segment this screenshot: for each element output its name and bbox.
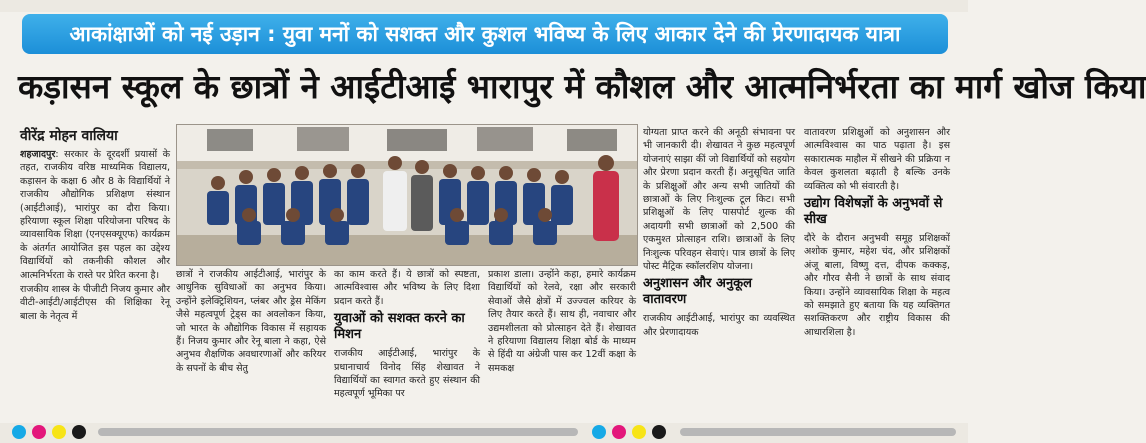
column-5-paragraph-1: योग्यता प्राप्त करने की अनूठी संभावना पर भी जानकारी दी। शेखावत ने कुछ महत्वपूर्ण योजनाएं साझा कीं जो विद्यार्थियों को सहयोग और प्रेरणा प्रदान करती हैं। अनुसूचित जाति के प्रशिक्षुओं और अन्य सभी जातियों की छात्राओं के लिए निःशुल्क टूल किट। सभी प्रशिक्षुओं के लिए पासपोर्ट शुल्क की अदायगी सभी छात्राओं को 2,500 की एकमुश्त प्रोत्साहन राशि। छात्राओं के लिए निःशुल्क परिवहन सेवाएं। पात्र छात्रों के लिए पोस्ट मैट्रिक स्कॉलरशिप योजना। [643,127,795,273]
headline: कड़ासन स्कूल के छात्रों ने आईटीआई भारापुर में कौशल और आत्मनिर्भरता का मार्ग खोज किया [18,67,1146,106]
column-1-paragraph-2: राजकीय शास्त्र के पीजीटी निजय कुमार और वीटी-आईटी/आईटीएस की शिक्षिका रेनू बाला के नेतृत्व में [20,284,170,322]
column-5-paragraph-2: राजकीय आईटीआई, भारांपुर का व्यवस्थित और प्रेरणादायक [643,313,795,338]
registration-dot-magenta-2 [612,425,626,439]
group-photo-illustration [177,125,637,265]
article-column-6 [804,126,950,418]
registration-dot-black [72,425,86,439]
registration-bar-right [680,428,956,436]
article-column-2 [176,268,326,418]
group-photo [176,124,638,266]
subheading-industry-experts: उद्योग विशेषज्ञों के अनुभवों से सीख [804,196,943,228]
byline: वीरेंद्र मोहन वालिया [20,128,118,144]
column-2-paragraph-1: छात्रों ने राजकीय आईटीआई, भारांपुर के आधुनिक सुविधाओं का अनुभव किया। उन्होंने इलेक्ट्रिशियन, प्लंबर और ड्रेस मेकिंग जैसे महत्वपूर्ण ट्रेड्स का अवलोकन किया, जो भारत के औद्योगिक विकास में सहायक हैं। निजय कुमार और रेनू बाला ने कहा, ऐसे अनुभव शैक्षणिक अवधारणाओं और करियर के सपनों के बीच सेतु [176,269,326,374]
subheading-discipline-environment: अनुशासन और अनुकूल वातावरण [643,276,752,308]
registration-dot-yellow-2 [632,425,646,439]
registration-bar-left [98,428,578,436]
registration-dot-yellow [52,425,66,439]
column-6-paragraph-1: वातावरण प्रशिक्षुओं को अनुशासन और आत्मविश्वास का पाठ पढ़ाता है। इस सकारात्मक माहौल में सीखने की प्रक्रिया न केवल कुशलता बढ़ाती है बल्कि उनके व्यक्तित्व को भी संवारती है। [804,127,950,192]
previous-page-strip [0,0,968,12]
column-4-paragraph-1: प्रकाश डाला। उन्होंने कहा, हमारे कार्यक्रम विद्यार्थियों को रेलवे, रक्षा और सरकारी सेवाओं जैसे क्षेत्रों में उज्ज्वल करियर के लिए तैयार करते हैं। साथ ही, नवाचार और उद्यमशीलता को प्रोत्साहन देते हैं। शेखावत ने हरियाणा विद्यालय शिक्षा बोर्ड के माध्यम से हिंदी या अंग्रेजी पास कर 12वीं कक्षा के समकक्ष [488,269,636,374]
article-column-3 [334,268,480,418]
column-3-paragraph-2: राजकीय आईटीआई, भारांपुर के प्रधानाचार्य विनोद सिंह शेखावत ने विद्यार्थियों का स्वागत करते हुए संस्थान की महत्वपूर्ण भूमिका पर [334,348,480,400]
article-column-1 [20,148,170,418]
registration-dot-cyan-2 [592,425,606,439]
column-6-paragraph-2: दौरे के दौरान अनुभवी समूह प्रशिक्षकों अशोक कुमार, महेश चंद, और प्रशिक्षकों अंजू बाला, विष्णु दत्त, दीपक कक्कड़, और गौरव सैनी ने छात्रों के साथ संवाद किया। उन्होंने व्यावसायिक शिक्षा के महत्व को समझाते हुए बताया कि यह व्यक्तिगत सशक्तिकरण और राष्ट्रीय विकास की आधारशिला है। [804,233,950,338]
registration-dot-black-2 [652,425,666,439]
dateline: शहजादपुर [20,149,56,160]
column-1-paragraph-1: : सरकार के दूरदर्शी प्रयासों के तहत, राजकीय वरिष्ठ माध्यमिक विद्यालय, कड़ासन के कक्षा 6 और 8 के विद्यार्थियों ने राजकीय औद्योगिक प्रशिक्षण संस्थान (आईटीआई), भारांपुर का दौरा किया। हरियाणा स्कूल शिक्षा परियोजना परिषद के व्यावसायिक शिक्षा (एनएसक्यूएफ) कार्यक्रम के अंतर्गत आयोजित इस पहल का उद्देश्य विद्यार्थियों को तकनीकी कौशल और आत्मनिर्भरता के रास्ते पर प्रेरित करना है। [20,149,170,281]
article-column-5 [643,126,795,418]
registration-dot-cyan [12,425,26,439]
subheading-empowering-youth: युवाओं को सशक्त करने का मिशन [334,311,465,343]
column-3-paragraph-1: का काम करते हैं। ये छात्रों को स्पष्टता, आत्मविश्वास और भविष्य के लिए दिशा प्रदान करते हैं। [334,269,480,307]
kicker-banner: आकांक्षाओं को नई उड़ान : युवा मनों को सशक्त और कुशल भविष्य के लिए आकार देने की प्रेरणादायक यात्रा [22,14,948,54]
registration-dot-magenta [32,425,46,439]
article-column-4 [488,268,636,418]
